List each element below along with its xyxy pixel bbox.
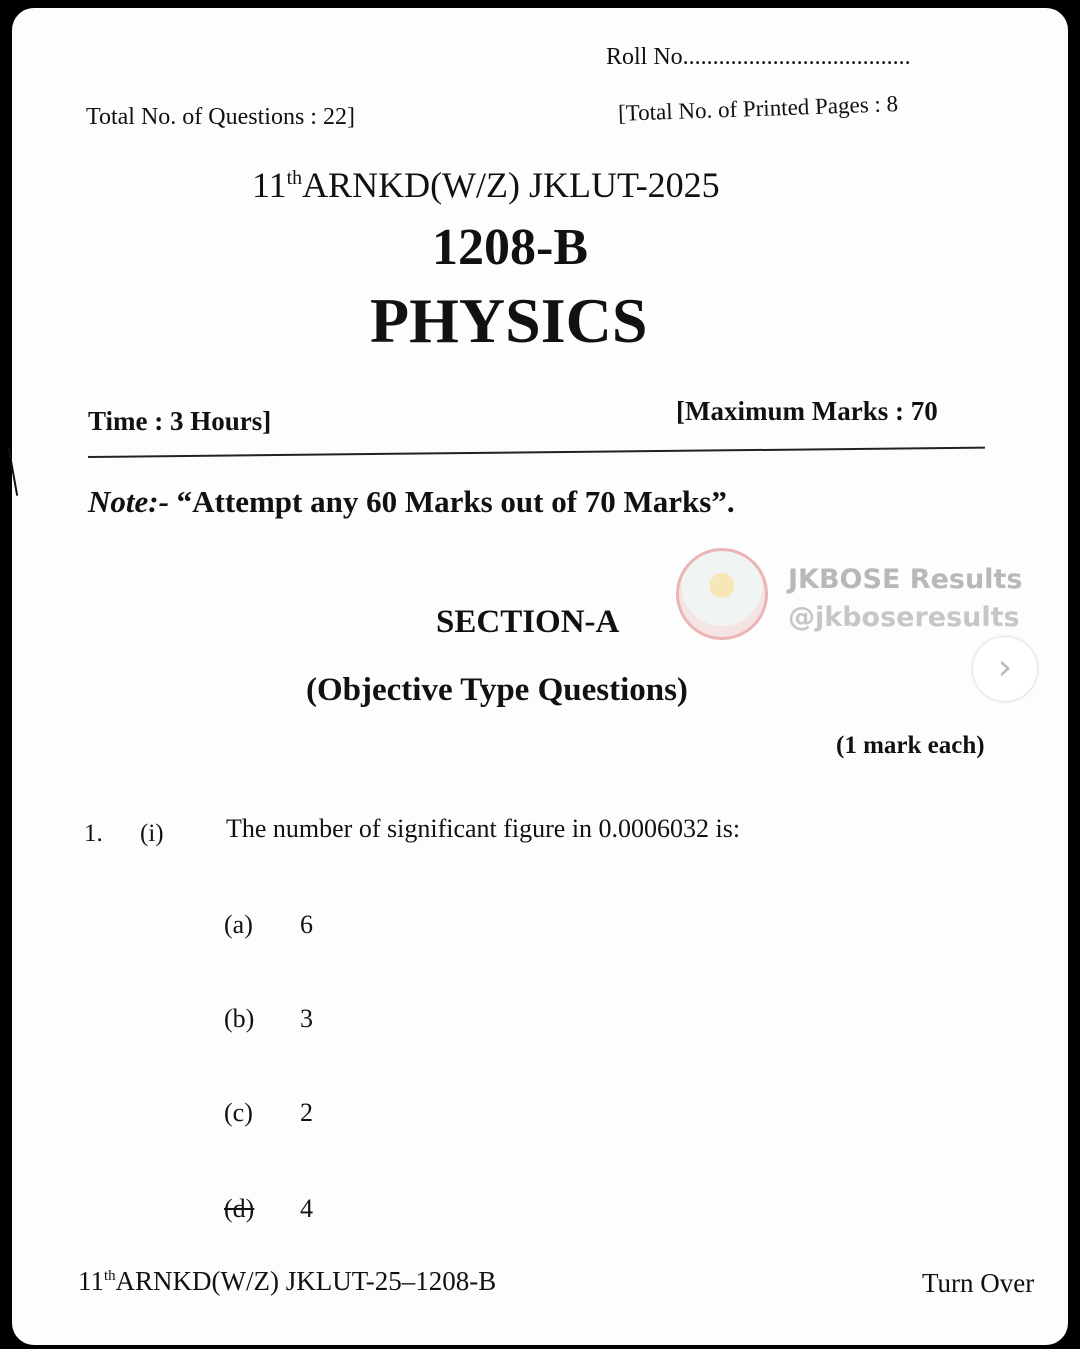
option-value: 4 [300,1194,313,1223]
exam-code-prefix: 11 [252,165,287,205]
total-pages: [Total No. of Printed Pages : 8 [617,91,899,126]
max-marks: [Maximum Marks : 70 [676,396,938,426]
paper-code: 1208-B [432,219,588,276]
option-label-marked: (d) [224,1194,255,1223]
note-label: Note:- [88,484,169,519]
option-label: (b) [224,1004,255,1033]
option-value: 6 [300,910,313,939]
question-text: The number of significant figure in 0.0006032 is: [226,814,741,843]
board-seal-logo [676,548,768,640]
footer-code-rest: ARNKD(W/Z) JKLUT-25–1208-B [115,1266,497,1296]
exam-page [12,8,1068,1345]
option-label: (c) [224,1098,253,1127]
option-value: 2 [300,1098,313,1127]
exam-code [252,164,720,206]
note [88,484,735,520]
option-label: (a) [224,910,253,939]
question-part: (i) [140,820,164,847]
note-text: “Attempt any 60 Marks out of 70 Marks”. [176,484,735,519]
marks-note: (1 mark each) [836,732,985,759]
footer-code [78,1266,496,1297]
question-number: 1. [84,820,103,847]
exam-code-sup: th [286,167,303,189]
section-subtitle: (Objective Type Questions) [306,672,688,708]
total-questions: Total No. of Questions : 22] [86,104,355,130]
turn-over: Turn Over [922,1268,1035,1298]
subject-title: PHYSICS [370,285,648,356]
section-title: SECTION-A [436,604,620,640]
watermark-handle: @jkboseresults [788,602,1020,633]
time: Time : 3 Hours] [88,406,272,436]
footer-code-prefix: 11 [78,1266,104,1296]
option-value: 3 [300,1004,313,1033]
exam-code-rest: ARNKD(W/Z) JKLUT-2025 [302,165,720,205]
roll-no: Roll No...................................... [606,44,911,70]
watermark-title: JKBOSE Results [788,564,1023,595]
footer-code-sup: th [104,1268,116,1284]
divider [88,447,985,458]
chevron-right-icon[interactable]: › [972,636,1038,702]
